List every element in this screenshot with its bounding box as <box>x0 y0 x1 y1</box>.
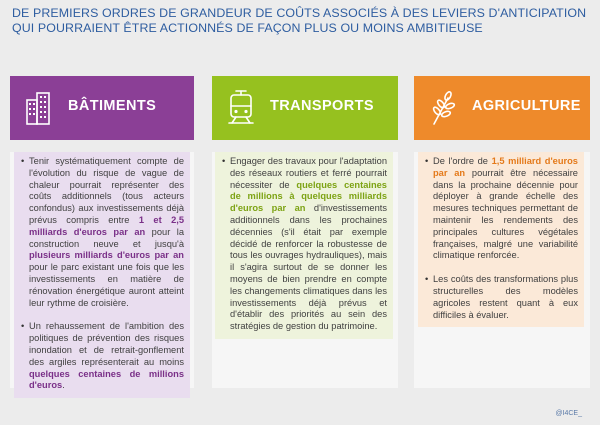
page-title <box>12 6 592 36</box>
train-icon <box>226 90 256 131</box>
batiments-highlight-2: plusieurs milliards d'euros par an <box>29 250 184 261</box>
batiments-label: BÂTIMENTS <box>68 98 157 114</box>
transports-label: TRANSPORTS <box>270 98 374 114</box>
agriculture-label: AGRICULTURE <box>472 98 581 114</box>
card-agriculture <box>414 152 590 388</box>
batiments-highlight-1: 1 et 2,5 milliards d'euros par an <box>29 214 185 237</box>
card-transports <box>212 152 398 388</box>
transports-highlight-1: quelques centaines de millions à quelques milliards d'euros par an <box>230 179 387 214</box>
transports-bullet-1: • Engager des travaux pour l'adaptation des réseaux routiers et ferré pourrait nécessiter de quelques centaines de millions à quelques milliards d'euros par an d'investissements additionnels dans les prochaines décennies (s'il était par exemple décidé de renforcer la robustesse de tous les ouvrages hydrauliques), mais il s'agira surtout de se donner les moyens de bien prendre en compte les changements climatiques dans les investissements déjà prévus et d'établir des priorités au sein des stratégies de gestion du patrimoine. <box>230 156 387 333</box>
title-line-1: DE PREMIERS ORDRES DE GRANDEUR DE COÛTS ASSOCIÉS À DES LEVIERS D'ANTICIPATION <box>12 6 587 20</box>
box-agriculture <box>418 152 584 327</box>
card-batiments <box>10 152 194 391</box>
agriculture-highlight-1: 1,5 milliard d'euros par an <box>433 156 578 178</box>
agriculture-bullet-1: • De l'ordre de 1,5 milliard d'euros par an pourrait être nécessaire dans la prochaine décennie pour déployer à grande échelle des mesures techniques permettant de maintenir les rendements des principales cultures végétales françaises, malgré une variabilité climatique renforcée. <box>433 156 578 262</box>
wheat-icon <box>428 90 458 131</box>
credit: @I4CE_ <box>555 410 582 417</box>
batiments-bullet-2: • Un rehaussement de l'ambition des politiques de prévention des risques inondation et de retrait-gonflement des argiles représenterait au moins quelques centaines de millions d'euros. <box>29 321 184 392</box>
box-transports <box>215 152 393 339</box>
header-transports <box>212 76 398 140</box>
title-line-2: QUI POURRAIENT ÊTRE ACTIONNÉS DE FAÇON PLUS OU MOINS AMBITIEUSE <box>12 21 483 35</box>
box-batiments <box>14 152 190 398</box>
batiments-bullet-1: • Tenir systématiquement compte de l'évolution du risque de vague de chaleur pourrait représenter des coûts additionnels (tous acteurs confondus) aux investissements déjà prévus compris entre 1 et 2,5 milliards d'euros par an pour la construction neuve et jusqu'à plusieurs milliards d'euros par an pour le parc existant une fois que les investissements en matière de rénovation énergétique auront atteint leur rythme de croisière. <box>29 156 184 309</box>
building-icon <box>24 90 54 131</box>
batiments-highlight-3: quelques centaines de millions d'euros <box>29 368 184 391</box>
agriculture-bullet-2: • Les coûts des transformations plus structurelles des modèles agricoles restent quant à eux difficiles à évaluer. <box>433 274 578 321</box>
header-batiments <box>10 76 194 140</box>
header-agriculture <box>414 76 590 140</box>
